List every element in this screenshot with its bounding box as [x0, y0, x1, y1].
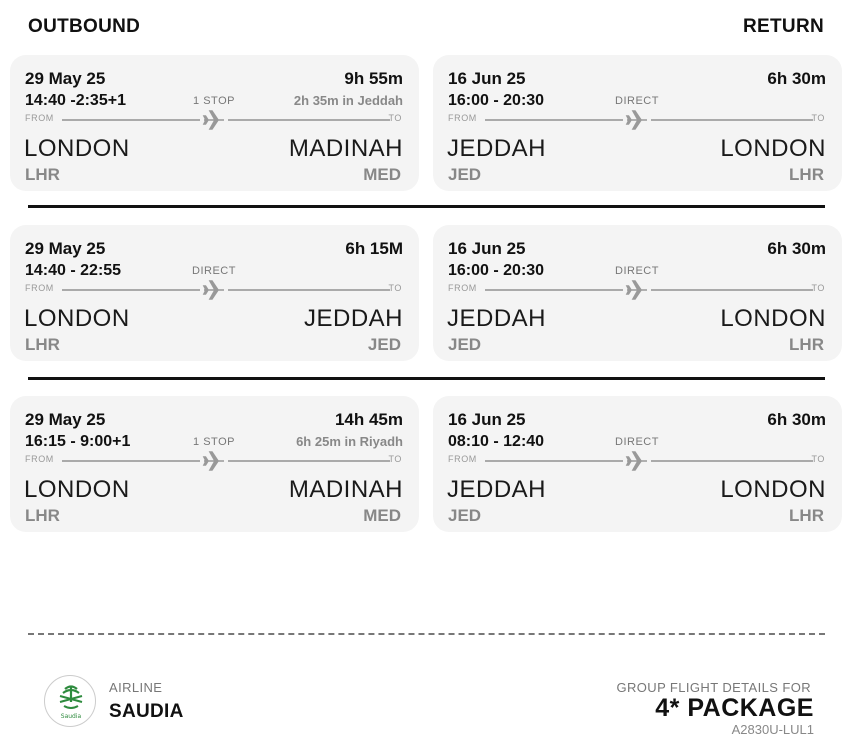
- origin-code: JED: [448, 335, 482, 354]
- destination-city: MADINAH: [288, 135, 403, 162]
- origin-code: LHR: [25, 506, 60, 525]
- flight-times: 16:00 - 20:30: [448, 92, 545, 109]
- origin-city: LONDON: [24, 476, 130, 503]
- route-line: [485, 289, 623, 291]
- flight-duration: 6h 30m: [767, 239, 826, 258]
- origin-code: LHR: [25, 165, 60, 184]
- origin-city: LONDON: [24, 305, 130, 332]
- plane-icon: [202, 451, 226, 471]
- from-label: FROM: [25, 113, 54, 123]
- group-flight-label: GROUP FLIGHT DETAILS FOR: [616, 680, 811, 695]
- return-flight-card[interactable]: [433, 225, 842, 361]
- stop-info: DIRECT: [615, 95, 659, 107]
- route-line: [485, 460, 623, 462]
- flight-date: 29 May 25: [25, 69, 106, 88]
- flight-row: [10, 225, 842, 361]
- route-line: [62, 289, 200, 291]
- plane-icon: [202, 110, 226, 130]
- origin-city: JEDDAH: [447, 135, 547, 162]
- flight-duration: 6h 30m: [767, 410, 826, 429]
- flight-date: 16 Jun 25: [448, 410, 526, 429]
- destination-code: JED: [367, 335, 401, 354]
- flight-date: 29 May 25: [25, 410, 106, 429]
- to-label: TO: [811, 454, 825, 464]
- to-label: TO: [388, 113, 402, 123]
- route-line: [651, 460, 813, 462]
- flight-duration: 6h 15M: [345, 239, 403, 258]
- stop-info: DIRECT: [615, 265, 659, 277]
- origin-code: LHR: [25, 335, 60, 354]
- flight-duration: 14h 45m: [334, 410, 403, 429]
- row-divider: [28, 205, 825, 208]
- from-label: FROM: [448, 454, 477, 464]
- flight-times: 16:15 - 9:00+1: [25, 433, 131, 450]
- layover-info: 2h 35m in Jeddah: [293, 93, 403, 108]
- destination-city: MADINAH: [288, 476, 403, 503]
- row-divider: [28, 377, 825, 380]
- destination-code: LHR: [789, 165, 824, 184]
- flight-duration: 6h 30m: [767, 69, 826, 88]
- flight-row: [10, 55, 842, 191]
- to-label: TO: [388, 454, 402, 464]
- destination-city: LONDON: [720, 305, 826, 332]
- route-line: [228, 119, 390, 121]
- return-heading: RETURN: [743, 16, 824, 37]
- stop-info: DIRECT: [192, 265, 236, 277]
- flight-times: 14:40 -2:35+1: [25, 92, 126, 109]
- from-label: FROM: [25, 454, 54, 464]
- package-name: 4* PACKAGE: [655, 694, 814, 722]
- outbound-flight-card[interactable]: [10, 55, 419, 191]
- flight-row: [10, 396, 842, 532]
- stop-info: 1 STOP: [193, 436, 235, 448]
- stop-info: 1 STOP: [193, 95, 235, 107]
- flight-times: 08:10 - 12:40: [448, 433, 545, 450]
- airline-name: SAUDIA: [109, 701, 184, 722]
- to-label: TO: [388, 283, 402, 293]
- origin-city: JEDDAH: [447, 476, 547, 503]
- dashed-divider: [28, 633, 825, 635]
- plane-icon: [625, 110, 649, 130]
- outbound-heading: OUTBOUND: [28, 16, 141, 37]
- flight-duration: 9h 55m: [344, 69, 403, 88]
- to-label: TO: [811, 283, 825, 293]
- flight-date: 29 May 25: [25, 239, 106, 258]
- destination-city: LONDON: [720, 135, 826, 162]
- plane-icon: [625, 280, 649, 300]
- flight-date: 16 Jun 25: [448, 239, 526, 258]
- return-flight-card[interactable]: [433, 55, 842, 191]
- from-label: FROM: [25, 283, 54, 293]
- airline-label: AIRLINE: [109, 680, 163, 695]
- destination-code: MED: [363, 506, 401, 525]
- destination-code: LHR: [789, 335, 824, 354]
- outbound-flight-card[interactable]: [10, 396, 419, 532]
- origin-code: JED: [448, 506, 482, 525]
- svg-text:Saudia: Saudia: [60, 713, 82, 720]
- flight-date: 16 Jun 25: [448, 69, 526, 88]
- booking-reference: A2830U-LUL1: [731, 722, 814, 737]
- plane-icon: [202, 280, 226, 300]
- plane-icon: [625, 451, 649, 471]
- saudia-logo: [44, 675, 96, 727]
- to-label: TO: [811, 113, 825, 123]
- route-line: [62, 460, 200, 462]
- route-line: [228, 289, 390, 291]
- route-line: [651, 289, 813, 291]
- stop-info: DIRECT: [615, 436, 659, 448]
- destination-city: JEDDAH: [303, 305, 403, 332]
- destination-city: LONDON: [720, 476, 826, 503]
- route-line: [485, 119, 623, 121]
- flight-times: 16:00 - 20:30: [448, 262, 545, 279]
- from-label: FROM: [448, 113, 477, 123]
- destination-code: MED: [363, 165, 401, 184]
- route-line: [228, 460, 390, 462]
- from-label: FROM: [448, 283, 477, 293]
- origin-city: LONDON: [24, 135, 130, 162]
- outbound-flight-card[interactable]: [10, 225, 419, 361]
- layover-info: 6h 25m in Riyadh: [296, 434, 403, 449]
- return-flight-card[interactable]: [433, 396, 842, 532]
- origin-city: JEDDAH: [447, 305, 547, 332]
- saudia-palm-swords-icon: [45, 676, 97, 728]
- route-line: [62, 119, 200, 121]
- flight-times: 14:40 - 22:55: [25, 262, 122, 279]
- destination-code: LHR: [789, 506, 824, 525]
- route-line: [651, 119, 813, 121]
- origin-code: JED: [448, 165, 482, 184]
